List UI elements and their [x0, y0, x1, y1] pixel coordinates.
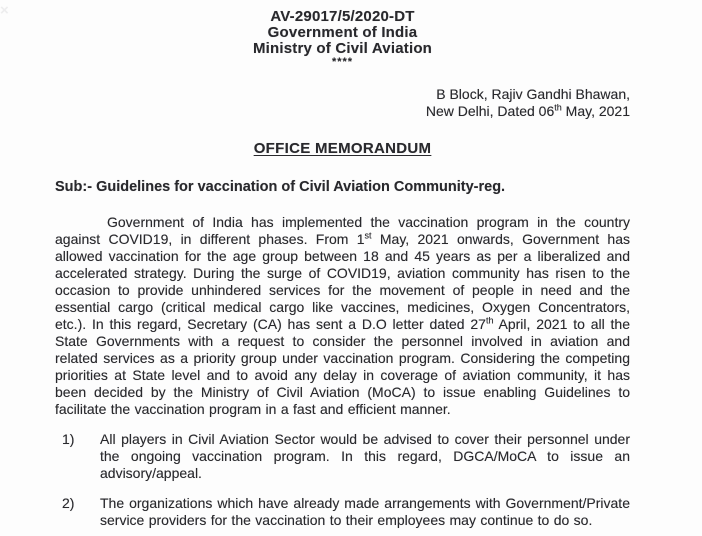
memo-title	[55, 140, 630, 157]
ministry-name: Ministry of Civil Aviation	[252, 40, 433, 57]
list-item	[55, 431, 630, 482]
ordinal-st: st	[364, 230, 372, 241]
para-part-1: Government of India has implemented the vaccination program in the country against COVID19, in different phases. From 1	[55, 214, 630, 247]
date-suffix: May, 2021	[561, 103, 630, 119]
memo-title-text: OFFICE MEMORANDUM	[253, 140, 432, 157]
subject-line: Sub:- Guidelines for vaccination of Civil Aviation Community-reg.	[55, 179, 506, 195]
para-part-3: April, 2021 to all the State Governments with a request to consider the personnel involved in aviation and related services as a priority group under vaccination program. Considering the competing priorities at State level and to avoid any delay in coverage of aviation community, it has been decided by the Ministry of Civil Aviation (MoCA) to issue enabling Guidelines to facilitate the vaccination program in a fast and efficient manner.	[55, 316, 630, 417]
list-item-text: The organizations which have already made arrangements with Government/Private service providers for the vaccination to their employees may continue to do so.	[100, 495, 630, 528]
address-line: B Block, Rajiv Gandhi Bhawan,	[436, 86, 630, 102]
memo-header	[55, 9, 630, 67]
file-number: AV-29017/5/2020-DT	[270, 8, 415, 25]
list-item-number: 1)	[62, 431, 75, 447]
address-block	[55, 86, 630, 120]
date-ordinal: th	[554, 102, 562, 113]
scan-artifact: ×	[0, 2, 9, 19]
org-name: Government of India	[267, 24, 418, 41]
list-item-number: 2)	[62, 495, 75, 511]
ordinal-th: th	[485, 315, 494, 326]
body-paragraph	[55, 214, 630, 418]
list-item	[55, 495, 630, 529]
separator-stars: ****	[331, 56, 354, 68]
para-part-2: May, 2021 onwards, Government has allowed vaccination for the age group between 18 and 45 years as per a liberalized and accelerated strategy. During the surge of COVID19, aviation community has risen to the occasion to provide unhindered services for the movement of people in need and the essential cargo (critical medical cargo like vaccines, medicines, Oxygen Concentrators, etc.). In this regard, Secretary (CA) has sent a D.O letter dated 27	[55, 231, 630, 332]
list-item-text: All players in Civil Aviation Sector would be advised to cover their personnel under the ongoing vaccination program. In this regard, DGCA/MoCA to issue an advisory/appeal.	[100, 431, 630, 481]
date-line	[55, 103, 630, 120]
date-prefix: New Delhi, Dated 06	[425, 103, 555, 119]
